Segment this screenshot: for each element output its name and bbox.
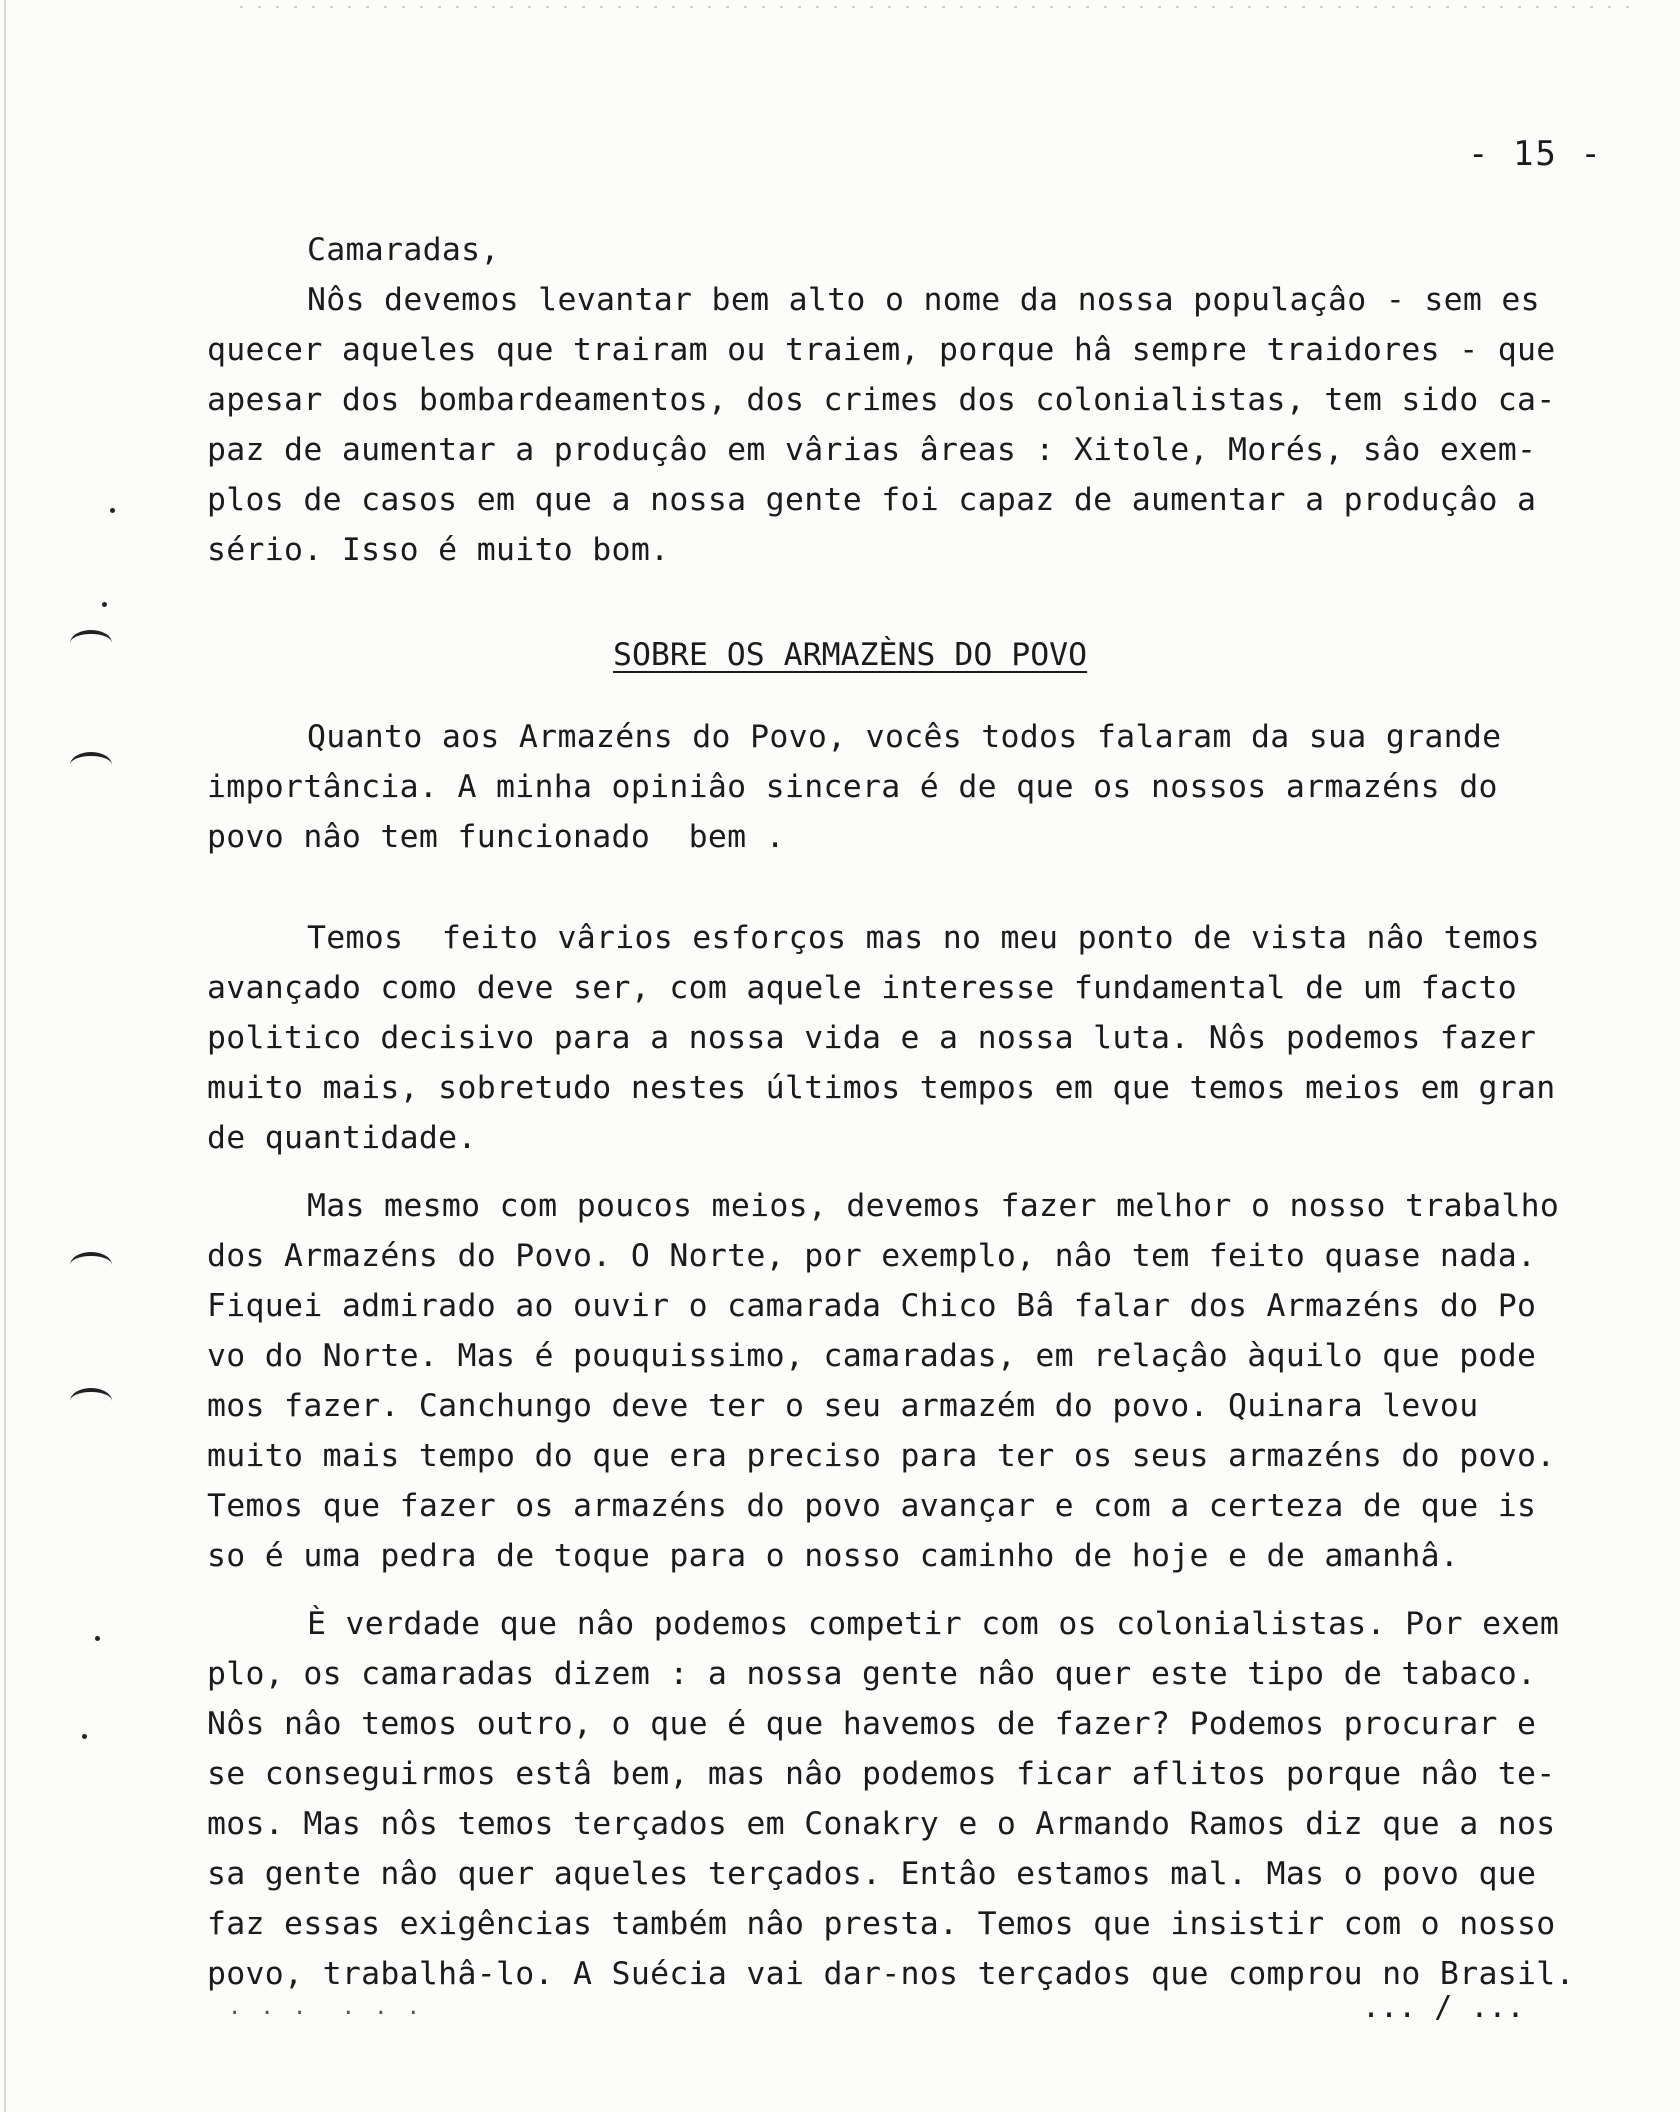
binder-hole-mark — [70, 1388, 112, 1414]
text-line: Quanto aos Armazéns do Povo, vocês todos falaram da sua grande — [307, 719, 1502, 755]
text-line: vo do Norte. Mas é pouquissimo, camaradas, em relaçâo àquilo que pode — [207, 1338, 1537, 1374]
text-line: apesar dos bombardeamentos, dos crimes dos colonialistas, tem sido ca- — [207, 382, 1556, 418]
text-line: plo, os camaradas dizem : a nossa gente nâo quer este tipo de tabaco. — [207, 1656, 1537, 1692]
continuation-marker: ... / ... — [1362, 1990, 1525, 2025]
text-line: dos Armazéns do Povo. O Norte, por exemplo, nâo tem feito quase nada. — [207, 1238, 1537, 1274]
scan-noise — [240, 6, 1640, 8]
text-line: Fiquei admirado ao ouvir o camarada Chico Bâ falar dos Armazéns do Po — [207, 1288, 1537, 1324]
text-line: avançado como deve ser, com aquele interesse fundamental de um facto — [207, 970, 1517, 1006]
salutation: Camaradas, — [307, 232, 500, 268]
scan-speck — [95, 1636, 100, 1641]
text-line: muito mais, sobretudo nestes últimos tempos em que temos meios em gran — [207, 1070, 1556, 1106]
text-line: mos. Mas nôs temos terçados em Conakry e o Armando Ramos diz que a nos — [207, 1806, 1556, 1842]
text-line: de quantidade. — [207, 1120, 477, 1156]
text-line: politico decisivo para a nossa vida e a nossa luta. Nôs podemos fazer — [207, 1020, 1537, 1056]
scan-edge — [4, 0, 6, 2112]
text-line: paz de aumentar a produçâo em vârias âreas : Xitole, Morés, sâo exem- — [207, 432, 1537, 468]
scan-speck — [102, 602, 107, 607]
text-line: mos fazer. Canchungo deve ter o seu armazém do povo. Quinara levou — [207, 1388, 1479, 1424]
text-line: Mas mesmo com poucos meios, devemos fazer melhor o nosso trabalho — [307, 1188, 1560, 1224]
scan-speck — [110, 508, 115, 513]
text-line: povo, trabalhâ-lo. A Suécia vai dar-nos terçados que comprou no Brasil. — [207, 1956, 1575, 1992]
text-line: Temos feito vârios esforços mas no meu ponto de vista nâo temos — [307, 920, 1540, 956]
text-line: sério. Isso é muito bom. — [207, 532, 670, 568]
text-line: so é uma pedra de toque para o nosso caminho de hoje e de amanhâ. — [207, 1538, 1460, 1574]
text-line: faz essas exigências também nâo presta. Temos que insistir com o nosso — [207, 1906, 1556, 1942]
text-line: Nôs devemos levantar bem alto o nome da nossa populaçâo - sem es — [307, 282, 1540, 318]
text-line: se conseguirmos estâ bem, mas nâo podemos ficar aflitos porque nâo te- — [207, 1756, 1556, 1792]
text-line: Temos que fazer os armazéns do povo avançar e com a certeza de que is — [207, 1488, 1537, 1524]
text-line: quecer aqueles que trairam ou traiem, porque hâ sempre traidores - que — [207, 332, 1556, 368]
binder-hole-mark — [70, 1252, 112, 1278]
text-line: sa gente nâo quer aqueles terçados. Entâo estamos mal. Mas o povo que — [207, 1856, 1537, 1892]
scan-speck — [82, 1734, 87, 1739]
section-heading: SOBRE OS ARMAZÈNS DO POVO — [613, 637, 1088, 673]
continuation-dots-left: . . . . . . — [228, 1995, 423, 2020]
page-number: - 15 - — [1468, 134, 1603, 174]
text-line: muito mais tempo do que era preciso para ter os seus armazéns do povo. — [207, 1438, 1556, 1474]
text-line: È verdade que nâo podemos competir com os colonialistas. Por exem — [307, 1606, 1560, 1642]
binder-hole-mark — [70, 752, 112, 778]
binder-hole-mark — [70, 630, 112, 656]
text-line: povo nâo tem funcionado bem . — [207, 819, 785, 855]
text-line: Nôs nâo temos outro, o que é que havemos de fazer? Podemos procurar e — [207, 1706, 1537, 1742]
text-line: plos de casos em que a nossa gente foi capaz de aumentar a produçâo a — [207, 482, 1537, 518]
text-line: importância. A minha opiniâo sincera é de que os nossos armazéns do — [207, 769, 1498, 805]
